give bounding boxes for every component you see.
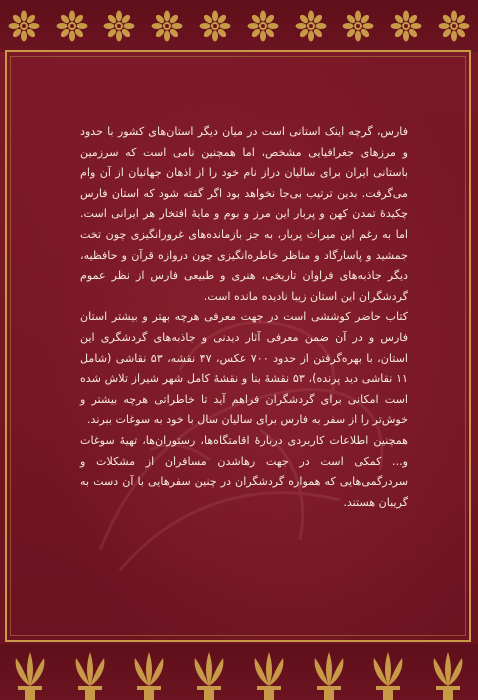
rosette-icon	[56, 10, 88, 42]
lotus-palmette-icon	[68, 646, 112, 700]
lotus-palmette-icon	[127, 646, 171, 700]
lotus-palmette-icon	[247, 646, 291, 700]
blurb-paragraph: همچنین اطلاعات کاربردی دربارهٔ اقامتگاه‌ها، رستوران‌ها، تهیهٔ سوغات و... کمکی است در جهت رهاشدن مسافران از مشکلات و سردرگمی‌هایی که همواره گردشگران در چنین سفرهایی با آن دست به گریبان هستند.	[80, 433, 408, 509]
rosette-icon	[103, 10, 135, 42]
lotus-palmette-icon	[366, 646, 410, 700]
rosette-icon	[438, 10, 470, 42]
rosette-icon	[199, 10, 231, 42]
lotus-palmette-icon	[187, 646, 231, 700]
lotus-frieze	[0, 642, 478, 700]
lotus-palmette-icon	[8, 646, 52, 700]
lotus-palmette-icon	[426, 646, 470, 700]
blurb-paragraph: فارس، گرچه اینک استانی است در میان دیگر استان‌های کشور با حدود و مرزهای جغرافیایی مشخص، اما همچنین نامی است که سرزمین باستانی ایران برای سالیان دراز نام خود را از اذهان جهانیان از آن وام می‌گرفت. بدین ترتیب بی‌جا نخواهد بود اگر گفته شود که استان فارس چکیدهٔ تمدن کهن و پربار این مرز و بوم و مایهٔ افتخار هر ایرانی است. اما به رغم این میراث پربار، به جز بازمانده‌های غرورانگیزی چون تخت جمشید و پاسارگاد و مناظر خاطره‌انگیزی چون دروازه قرآن و حافظیه، دیگر جاذبه‌های فراوان تاریخی، هنری و طبیعی فارس از نظر عموم گردشگران این استان زیبا نادیده مانده است.	[80, 125, 408, 303]
rosette-icon	[8, 10, 40, 42]
rosette-icon	[151, 10, 183, 42]
back-cover-blurb	[80, 122, 408, 513]
lotus-palmette-icon	[307, 646, 351, 700]
rosette-icon	[295, 10, 327, 42]
rosette-frieze	[0, 4, 478, 48]
rosette-icon	[342, 10, 374, 42]
rosette-icon	[247, 10, 279, 42]
rosette-icon	[390, 10, 422, 42]
blurb-paragraph: کتاب حاضر کوششی است در جهت معرفی هرچه بهتر و بیشتر استان فارس و در آن ضمن معرفی آثار دیدنی و جاذبه‌های گردشگری این استان، با بهره‌گرفتن از حدود ۷۰۰ عکس، ۴۷ نقشه، ۵۳ نقاشی (شامل ۱۱ نقاشی دید پرنده)، ۵۳ نقشهٔ بنا و نقشهٔ کامل شهر شیراز تلاش شده است امکانی برای گردشگران فراهم آید تا خاطراتی هرچه بیشتر و خوش‌تر را از سفر به فارس برای سالیان سال با خود به سوغات ببرند.	[80, 310, 409, 427]
